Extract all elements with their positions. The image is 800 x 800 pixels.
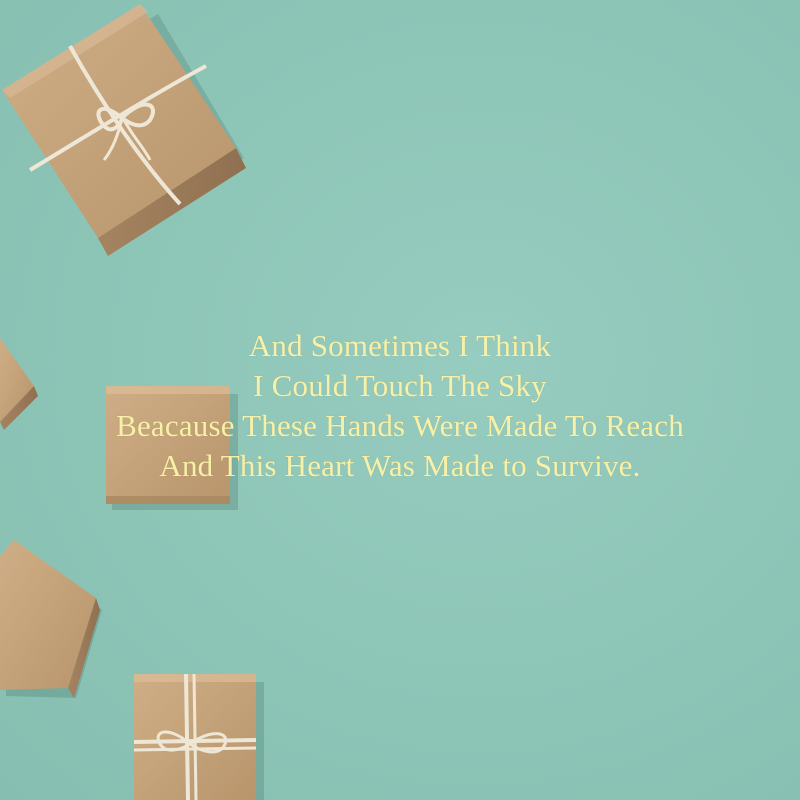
quote-line-1: And Sometimes I Think	[248, 328, 552, 363]
gift-box-top-left	[2, 4, 246, 256]
quote-line-3: Beacause These Hands Were Made To Reach	[116, 408, 684, 443]
quote-line-4: And This Heart Was Made to Survive.	[159, 448, 641, 483]
quote-text	[0, 326, 800, 486]
quote-line-2: I Could Touch The Sky	[253, 368, 547, 403]
gift-box-lower-left	[0, 540, 102, 698]
gift-box-bottom	[134, 674, 264, 800]
